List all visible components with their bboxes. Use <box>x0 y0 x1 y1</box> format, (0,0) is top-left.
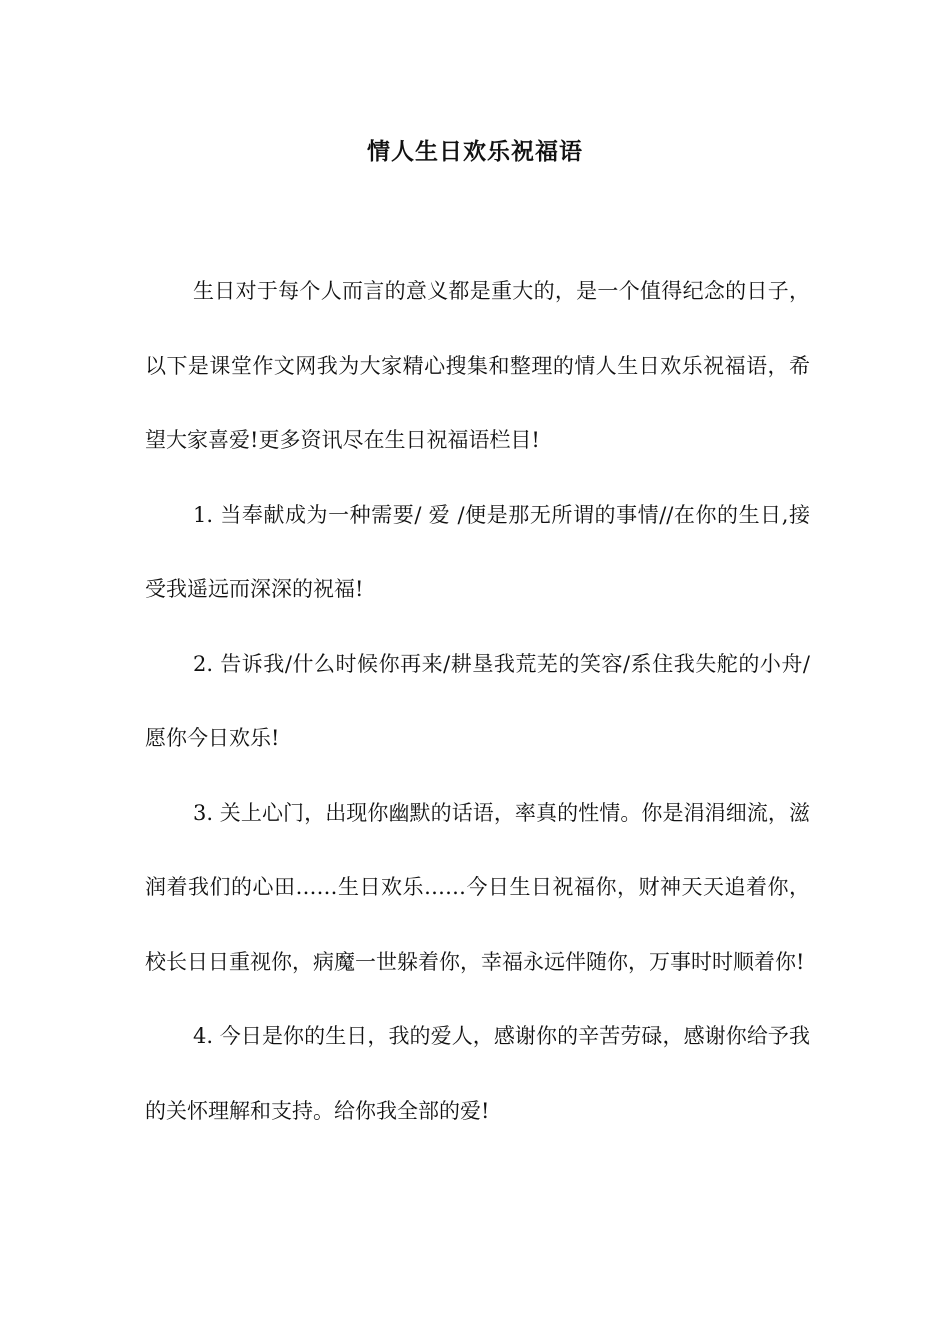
document-body <box>145 254 810 1148</box>
document-title: 情人生日欢乐祝福语 <box>367 139 583 165</box>
wish-paragraph-2: 2. 告诉我/什么时候你再来/耕垦我荒芜的笑容/系住我失舵的小舟/愿你今日欢乐! <box>145 651 810 750</box>
wish-paragraph-4: 4. 今日是你的生日，我的爱人，感谢你的辛苦劳碌，感谢你给予我的关怀理解和支持。给你我全部的爱! <box>145 1024 810 1123</box>
wish-paragraph-3: 3. 关上心门，出现你幽默的话语，率真的性情。你是涓涓细流，滋润着我们的心田……生日欢乐……今日生日祝福你，财神天天追着你，校长日日重视你，病魔一世躲着你，幸福永远伴随你，万事时时顺着你! <box>145 800 810 974</box>
wish-paragraph-1: 1. 当奉献成为一种需要/ 爱 /便是那无所谓的事情//在你的生日,接受我遥远而深深的祝福! <box>145 502 810 601</box>
intro-paragraph: 生日对于每个人而言的意义都是重大的，是一个值得纪念的日子，以下是课堂作文网我为大家精心搜集和整理的情人生日欢乐祝福语，希望大家喜爱!更多资讯尽在生日祝福语栏目! <box>145 279 810 452</box>
